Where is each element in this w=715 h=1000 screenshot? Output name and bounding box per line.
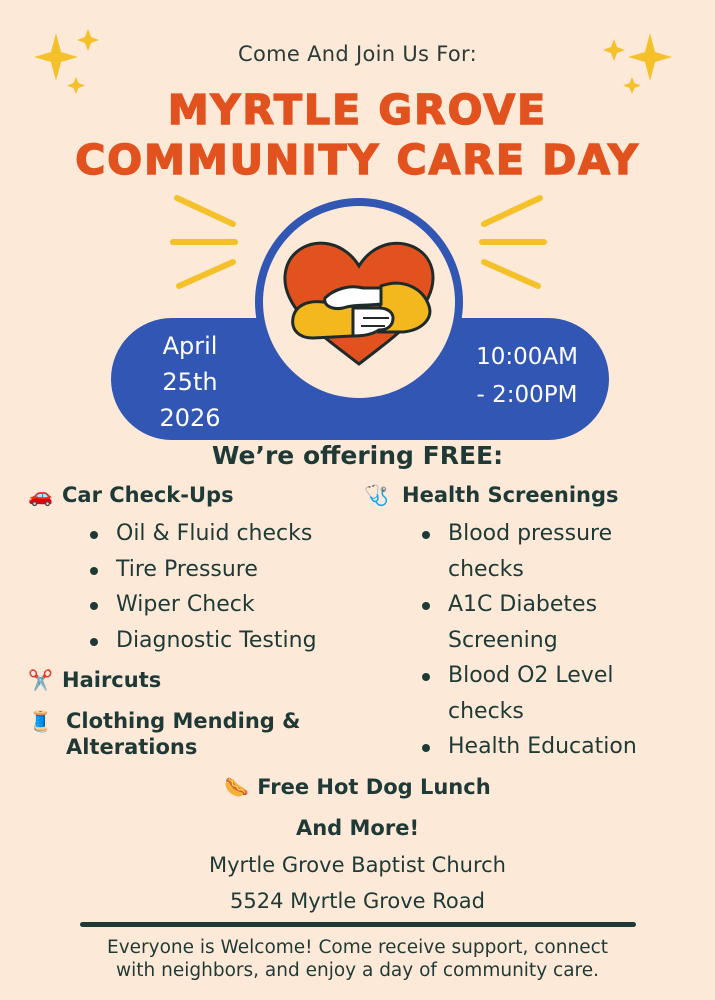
- health-screenings-label: Health Screenings: [402, 483, 619, 507]
- lunch-line: [0, 775, 715, 799]
- clothing-mending-label: [66, 708, 300, 760]
- car-checkups-heading: [28, 483, 234, 507]
- health-screenings-heading: [364, 483, 619, 507]
- scissors-icon: ✂️: [28, 668, 53, 692]
- page-title-line1: MYRTLE GROVE: [167, 86, 548, 134]
- sun-rays-right-icon: [472, 190, 552, 300]
- list-item-line1: Health Education: [448, 734, 637, 759]
- heart-hug-icon: [263, 206, 455, 398]
- list-item: [420, 516, 710, 587]
- and-more-text: And More!: [295, 816, 420, 840]
- list-item: Wiper Check: [88, 587, 388, 623]
- clothing-mending-heading: [28, 708, 300, 760]
- offering-heading: We’re offering FREE:: [211, 441, 504, 470]
- clothing-mending-line1: Clothing Mending &: [66, 709, 301, 733]
- thread-spool-icon: 🧵: [28, 709, 53, 733]
- haircuts-heading: [28, 668, 161, 692]
- list-item: [420, 587, 710, 658]
- event-date-day: 25th: [162, 368, 218, 396]
- car-checkups-list: [88, 516, 388, 658]
- footer-text: [40, 936, 675, 982]
- lunch-label: Free Hot Dog Lunch: [257, 775, 491, 799]
- health-screenings-list: [420, 516, 710, 765]
- event-date-month: April: [162, 332, 218, 360]
- list-item: [420, 658, 710, 729]
- clothing-mending-line2: Alterations: [66, 735, 198, 759]
- page-title-line2: COMMUNITY CARE DAY: [75, 136, 640, 184]
- haircuts-label: Haircuts: [62, 668, 162, 692]
- hot-dog-icon: 🌭: [224, 775, 250, 799]
- list-item: Tire Pressure: [88, 552, 388, 588]
- list-item-line1: Blood pressure: [448, 521, 613, 546]
- footer-line1: Everyone is Welcome! Come receive support, connect: [107, 937, 608, 958]
- location-name: Myrtle Grove Baptist Church: [209, 853, 506, 877]
- list-item: [420, 729, 710, 765]
- event-date: [150, 328, 230, 436]
- event-date-year: 2026: [159, 404, 221, 432]
- location-address: 5524 Myrtle Grove Road: [230, 889, 485, 913]
- divider: [80, 922, 636, 927]
- footer-line2: with neighbors, and enjoy a day of community care.: [115, 960, 599, 981]
- car-icon: 🚗: [28, 483, 53, 507]
- event-time: [462, 338, 592, 414]
- list-item-line1: Blood O2 Level: [448, 663, 614, 688]
- event-time-end: - 2:00PM: [476, 382, 578, 408]
- list-item-line2: Screening: [448, 627, 558, 653]
- stethoscope-icon: 🩺: [364, 483, 389, 507]
- car-checkups-label: Car Check-Ups: [62, 483, 234, 507]
- list-item-line2: checks: [448, 556, 524, 582]
- event-time-start: 10:00AM: [476, 344, 578, 370]
- list-item-line1: A1C Diabetes: [448, 592, 598, 617]
- intro-text: Come And Join Us For:: [238, 42, 477, 66]
- sun-rays-left-icon: [165, 190, 245, 300]
- list-item-line2: checks: [448, 698, 524, 724]
- list-item: Diagnostic Testing: [88, 623, 388, 659]
- list-item: Oil & Fluid checks: [88, 516, 388, 552]
